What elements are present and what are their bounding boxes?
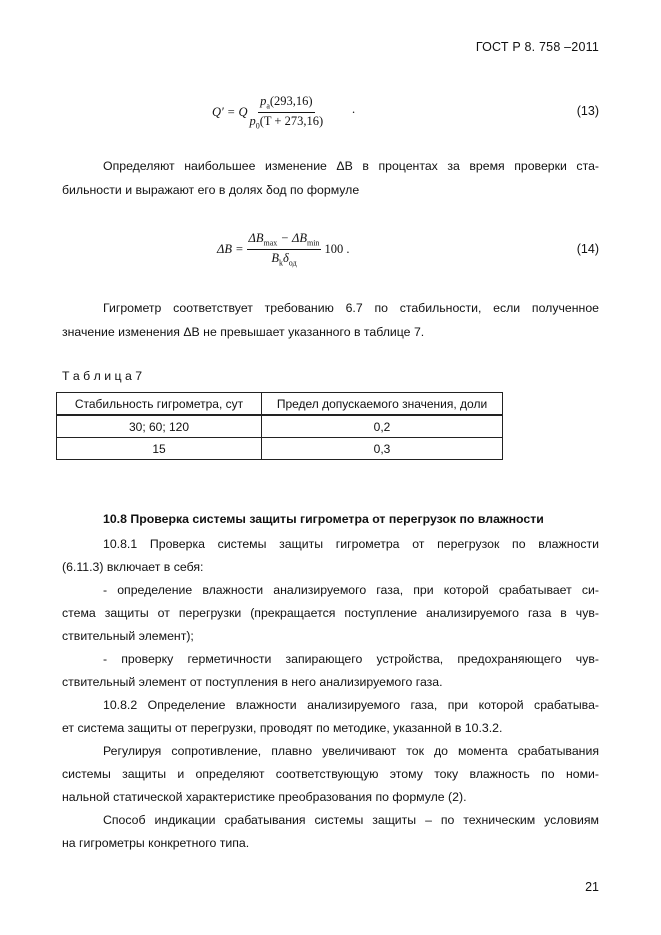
table-header-cell: Предел допускаемого значения, доли (262, 393, 503, 416)
table-header-cell: Стабильность гигрометра, сут (57, 393, 262, 416)
eq13-denominator: $p_0(T + 273,16)$ (249, 113, 324, 130)
eq14-lhs: ΔB = (217, 241, 244, 256)
equation-14-number: (14) (576, 242, 599, 256)
section-line: - определение влажности анализируемого газа, при которой срабатывает си- (103, 583, 599, 597)
section-line: Регулируя сопротивление, плавно увеличивают ток до момента срабатывания (103, 744, 599, 758)
eq14-tail: 100 . (324, 241, 350, 256)
eq14-denominator: $B_k\delta_{од}$ (271, 250, 297, 267)
table-caption: Т а б л и ц а 7 (62, 369, 143, 383)
table-cell: 0,2 (262, 415, 503, 438)
section-line: - проверку герметичности запирающего устройства, предохраняющего чув- (103, 652, 599, 666)
section-heading: 10.8 Проверка системы защиты гигрометра от перегрузок по влажности (103, 512, 544, 526)
eq13-dot: . (352, 102, 356, 116)
table-cell: 0,3 (262, 438, 503, 460)
table-cell: 15 (57, 438, 262, 460)
section-line: 10.8.1 Проверка системы защиты гигрометра от перегрузок по влажности (103, 537, 599, 551)
eq14-fraction (247, 231, 322, 267)
eq13-numerator: $p_a(293,16)$ (260, 94, 313, 111)
equation-13-number: (13) (576, 104, 599, 118)
paragraph-stability-line2: бильности и выражают его в долях δод по формуле (62, 183, 360, 197)
equation-14 (217, 231, 349, 267)
paragraph-requirement-line1: Гигрометр соответствует требованию 6.7 по стабильности, если полученное (103, 301, 599, 315)
table-row (57, 438, 503, 460)
section-line: ствительный элемент от поступления в него анализируемого газа. (62, 675, 443, 689)
section-line: нальной статической характеристике преобразования по формуле (2). (62, 790, 467, 804)
eq14-numerator: $\Delta B_{max} - \Delta B_{min}$ (248, 231, 320, 248)
section-line: (6.11.3) включает в себя: (62, 560, 204, 574)
section-line: системы защиты и определяют соответствующую этому току влажность по номи- (62, 767, 599, 781)
eq13-fraction (247, 94, 325, 130)
document-header: ГОСТ Р 8. 758 –2011 (475, 40, 599, 54)
paragraph-requirement-line2: значение изменения ΔB не превышает указанного в таблице 7. (62, 325, 425, 339)
section-line: ет система защиты от перегрузки, проводят по методике, указанной в 10.3.2. (62, 721, 503, 735)
paragraph-stability-line1: Определяют наибольшее изменение ΔB в процентах за время проверки ста- (103, 159, 599, 173)
table-cell: 30; 60; 120 (57, 415, 262, 438)
eq13-lhs: Q′ = Q (212, 104, 248, 119)
section-line: на гигрометры конкретного типа. (62, 836, 250, 850)
equation-13 (212, 94, 372, 130)
table-row (57, 415, 503, 438)
section-line: Способ индикации срабатывания системы защиты – по техническим условиям (103, 813, 599, 827)
section-line: стема защиты от перегрузки (прекращается поступление анализируемого газа в чув- (62, 606, 599, 620)
page-number: 21 (585, 880, 599, 894)
section-line: ствительный элемент); (62, 629, 194, 643)
table-header-row (57, 393, 503, 416)
table-7 (56, 392, 503, 460)
section-line: 10.8.2 Определение влажности анализируемого газа, при которой срабатыва- (103, 698, 599, 712)
